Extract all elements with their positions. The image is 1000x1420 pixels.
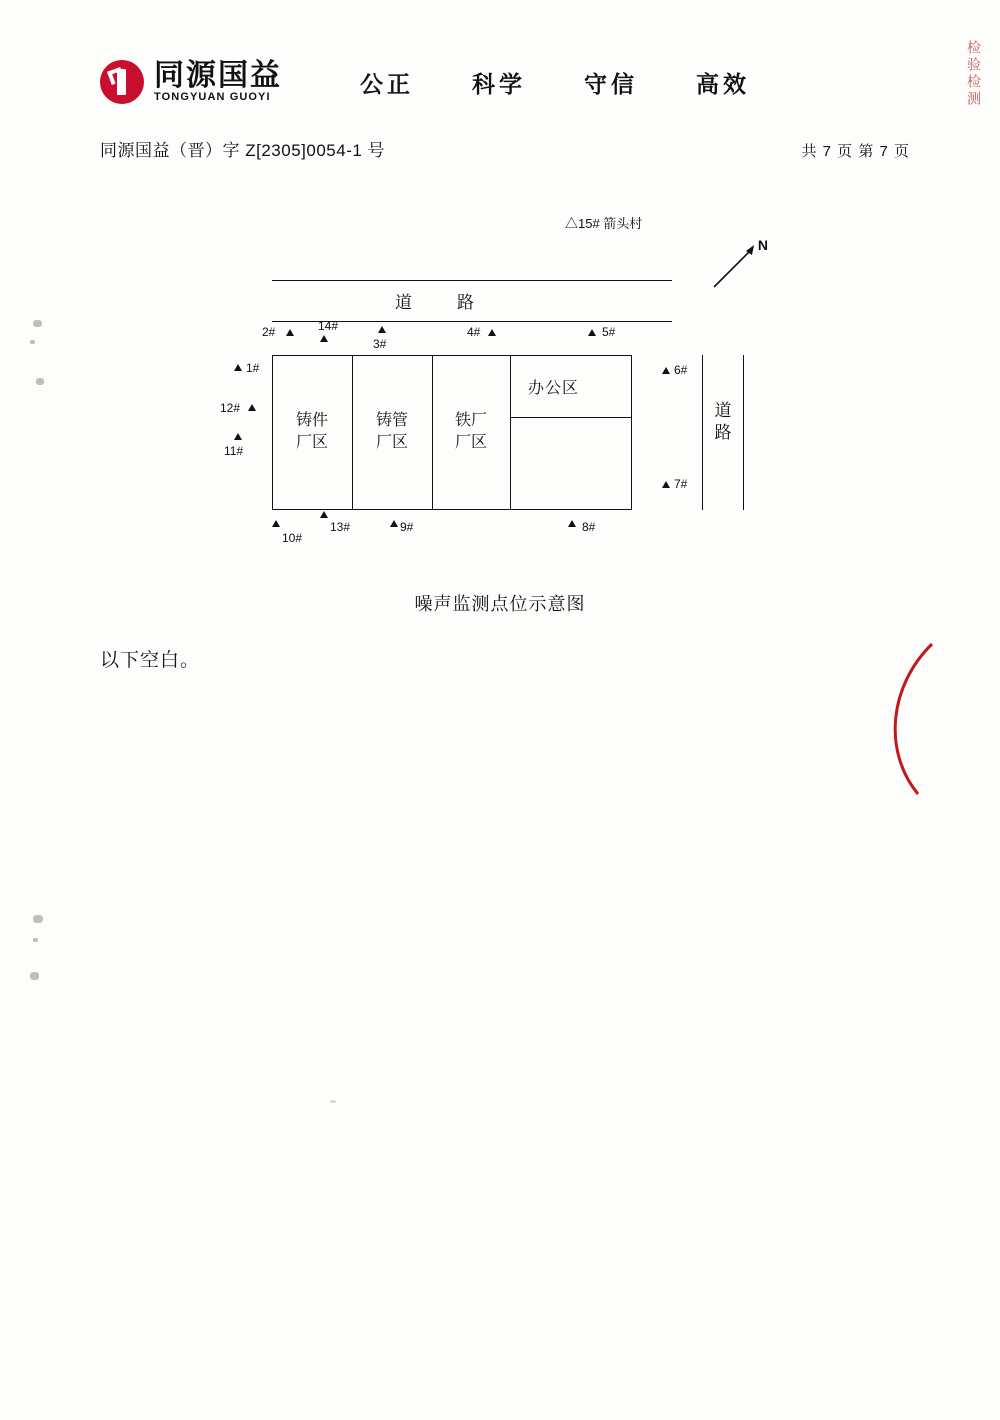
paper-speckle	[330, 1100, 336, 1103]
point-label-4: 4#	[467, 325, 481, 339]
point-marker-6	[662, 367, 670, 374]
paper-speckle	[33, 915, 43, 923]
point-marker-14	[320, 335, 328, 342]
document-id-row	[100, 136, 910, 161]
point-marker-8	[568, 520, 576, 527]
page-indicator: 共 7 页 第 7 页	[801, 143, 910, 160]
noise-monitoring-diagram	[210, 195, 790, 614]
zone-label-2: 铸管 厂区	[375, 412, 408, 451]
red-seal-stamp	[860, 640, 950, 800]
paper-speckle	[30, 340, 35, 344]
seal-text: 检验检测	[966, 40, 982, 108]
point-marker-2	[286, 329, 294, 336]
point-label-1: 1#	[246, 361, 260, 375]
zone-divider-2	[432, 355, 433, 510]
point-marker-3	[378, 326, 386, 333]
paper-speckle	[33, 938, 38, 942]
office-divider	[510, 417, 632, 418]
zone-divider-1	[352, 355, 353, 510]
point-label-13: 13#	[330, 520, 351, 534]
point-marker-9	[390, 520, 398, 527]
point-marker-13	[320, 511, 328, 518]
logo-mark-icon	[100, 60, 144, 104]
diagram-caption: 噪声监测点位示意图	[414, 594, 586, 614]
logo-name-en: TONGYUAN GUOYI	[154, 90, 271, 103]
point-marker-4	[488, 329, 496, 336]
point-marker-12	[248, 404, 256, 411]
paper-speckle	[33, 320, 42, 327]
point-marker-1	[234, 364, 242, 371]
document-header	[100, 60, 910, 130]
point-label-11: 11#	[224, 444, 244, 458]
slogan-word-1: 公正	[360, 71, 414, 97]
report-number: 同源国益（晋）字 Z[2305]0054-1 号	[100, 141, 386, 160]
point-marker-5	[588, 329, 596, 336]
point-label-10: 10#	[282, 531, 303, 545]
paper-speckle	[30, 972, 39, 980]
point-label-5: 5#	[602, 325, 616, 339]
village-label: △15# 箭头村	[565, 216, 643, 231]
point-label-3: 3#	[373, 337, 387, 351]
road-right-label: 道路	[714, 401, 732, 443]
north-arrow-icon	[708, 235, 768, 295]
point-label-14: 14#	[318, 319, 339, 333]
point-label-7: 7#	[674, 477, 688, 491]
point-label-2: 2#	[262, 325, 276, 339]
blank-note: 以下空白。	[100, 650, 201, 671]
point-marker-7	[662, 481, 670, 488]
paper-speckle	[36, 378, 44, 385]
logo-name-cn: 同源国益	[154, 59, 282, 93]
slogan-word-2: 科学	[472, 71, 526, 97]
company-logo	[100, 60, 282, 104]
point-marker-11	[234, 433, 242, 440]
point-label-6: 6#	[674, 363, 688, 377]
point-marker-10	[272, 520, 280, 527]
logo-text	[154, 60, 282, 103]
zone-label-3: 铁厂 厂区	[454, 412, 487, 451]
point-label-8: 8#	[582, 520, 596, 534]
road-top-label: 道 路	[395, 293, 488, 312]
point-label-9: 9#	[400, 520, 414, 534]
point-label-12: 12#	[220, 401, 241, 415]
slogan-word-4: 高效	[696, 71, 750, 97]
slogan-word-3: 守信	[584, 71, 638, 97]
zone-label-1: 铸件 厂区	[295, 412, 328, 451]
office-zone-label: 办公区	[528, 380, 580, 397]
slogan	[360, 66, 920, 99]
north-label: N	[757, 237, 768, 253]
zone-divider-3	[510, 355, 511, 510]
